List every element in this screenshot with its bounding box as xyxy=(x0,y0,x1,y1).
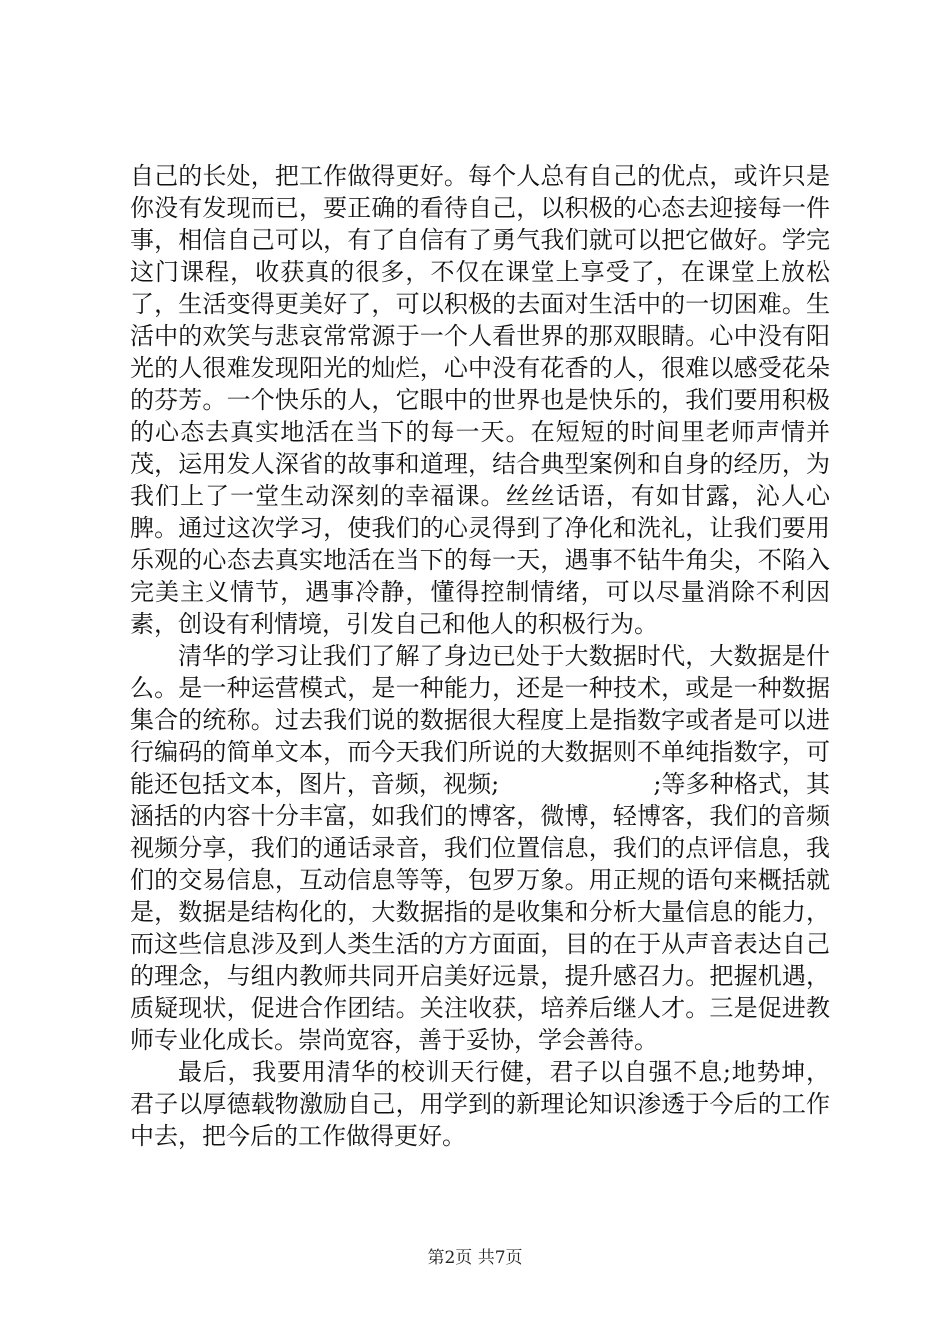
paragraph-continuation: 自己的长处，把工作做得更好。每个人总有自己的优点，或许只是你没有发现而已，要正确的看待自己，以积极的心态去迎接每一件事，相信自己可以，有了自信有了勇气我们就可以把它做好。学完这门课程，收获真的很多，不仅在课堂上享受了，在课堂上放松了，生活变得更美好了，可以积极的去面对生活中的一切困难。生活中的欢笑与悲哀常常源于一个人看世界的那双眼睛。心中没有阳光的人很难发现阳光的灿烂，心中没有花香的人，很难以感受花朵的芬芳。一个快乐的人，它眼中的世界也是快乐的，我们要用积极的心态去真实地活在当下的每一天。在短短的时间里老师声情并茂，运用发人深省的故事和道理，结合典型案例和自身的经历，为我们上了一堂生动深刻的幸福课。丝丝话语，有如甘露，沁人心脾。通过这次学习，使我们的心灵得到了净化和洗礼，让我们要用乐观的心态去真实地活在当下的每一天，遇事不钻牛角尖，不陷入完美主义情节，遇事冷静，懂得控制情绪，可以尽量消除不利因素，创设有利情境，引发自己和他人的积极行为。 xyxy=(130,162,830,638)
paragraph-conclusion: 最后，我要用清华的校训天行健，君子以自强不息;地势坤，君子以厚德载物激励自己，用学到的新理论知识渗透于今后的工作中去，把今后的工作做得更好。 xyxy=(130,1058,830,1150)
paragraph-big-data: 清华的学习让我们了解了身边已处于大数据时代，大数据是什么。是一种运营模式，是一种能力，还是一种技术，或是一种数据集合的统称。过去我们说的数据很大程度上是指数字或者是可以进行编码的简单文本，而今天我们所说的大数据则不单纯指数字，可能还包括文本，图片，音频，视频; ;等多种格式，其涵括的内容十分丰富，如我们的博客，微博，轻博客，我们的音频视频分享，我们的通话录音，我们位置信息，我们的点评信息，我们的交易信息，互动信息等等，包罗万象。用正规的语句来概括就是，数据是结构化的，大数据指的是收集和分析大量信息的能力，而这些信息涉及到人类生活的方方面面，目的在于从声音表达自己的理念，与组内教师共同开启美好远景，提升感召力。把握机遇，质疑现状，促进合作团结。关注收获，培养后继人才。三是促进教师专业化成长。崇尚宽容，善于妥协，学会善待。 xyxy=(130,642,830,1054)
document-body xyxy=(130,160,830,1152)
page-footer: 第2页 共7页 xyxy=(427,1248,523,1268)
